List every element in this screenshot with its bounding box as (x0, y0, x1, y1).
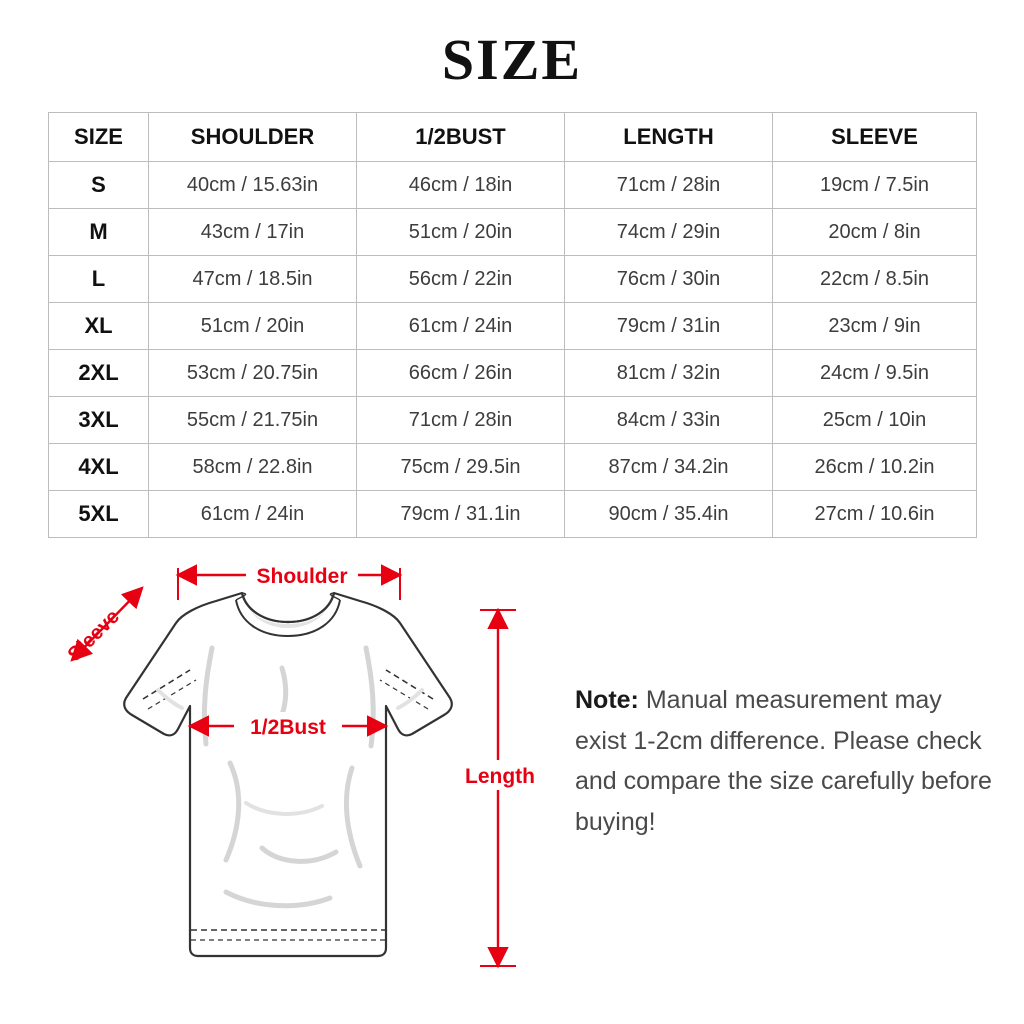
tshirt-illustration (124, 593, 452, 956)
cell-shoulder: 47cm / 18.5in (149, 256, 357, 303)
table-row (49, 256, 977, 303)
label-bust: 1/2Bust (250, 716, 326, 739)
note-block (575, 680, 995, 842)
cell-length: 74cm / 29in (565, 209, 773, 256)
table-row (49, 303, 977, 350)
column-header-length: LENGTH (565, 113, 773, 162)
cell-sleeve: 19cm / 7.5in (773, 162, 977, 209)
cell-length: 81cm / 32in (565, 350, 773, 397)
note-label: Note: (575, 686, 639, 714)
column-header-size: SIZE (49, 113, 149, 162)
cell-length: 76cm / 30in (565, 256, 773, 303)
cell-shoulder: 58cm / 22.8in (149, 444, 357, 491)
cell-shoulder: 51cm / 20in (149, 303, 357, 350)
table-row (49, 209, 977, 256)
measurement-diagram (30, 548, 570, 1008)
cell-shoulder: 43cm / 17in (149, 209, 357, 256)
cell-sleeve: 26cm / 10.2in (773, 444, 977, 491)
cell-sleeve: 20cm / 8in (773, 209, 977, 256)
cell-bust: 79cm / 31.1in (357, 491, 565, 538)
cell-bust: 61cm / 24in (357, 303, 565, 350)
label-sleeve: Sleeve (63, 605, 124, 666)
table-row (49, 444, 977, 491)
note-text: Manual measurement may exist 1-2cm difference. Please check and compare the size carefully before buying! (575, 686, 992, 836)
column-header-shoulder: SHOULDER (149, 113, 357, 162)
cell-shoulder: 61cm / 24in (149, 491, 357, 538)
label-shoulder: Shoulder (256, 565, 348, 588)
column-header-bust: 1/2BUST (357, 113, 565, 162)
table-header-row (49, 113, 977, 162)
label-length: Length (465, 765, 535, 788)
cell-shoulder: 40cm / 15.63in (149, 162, 357, 209)
cell-bust: 51cm / 20in (357, 209, 565, 256)
table-row (49, 162, 977, 209)
cell-length: 90cm / 35.4in (565, 491, 773, 538)
cell-size: 4XL (49, 444, 149, 491)
table-row (49, 397, 977, 444)
cell-size: S (49, 162, 149, 209)
cell-size: L (49, 256, 149, 303)
cell-sleeve: 24cm / 9.5in (773, 350, 977, 397)
cell-sleeve: 27cm / 10.6in (773, 491, 977, 538)
size-chart-table (48, 112, 977, 538)
column-header-sleeve: SLEEVE (773, 113, 977, 162)
cell-bust: 46cm / 18in (357, 162, 565, 209)
page-title: SIZE (441, 27, 583, 92)
cell-size: XL (49, 303, 149, 350)
cell-sleeve: 22cm / 8.5in (773, 256, 977, 303)
cell-size: 5XL (49, 491, 149, 538)
cell-bust: 71cm / 28in (357, 397, 565, 444)
cell-size: 2XL (49, 350, 149, 397)
cell-bust: 56cm / 22in (357, 256, 565, 303)
cell-size: M (49, 209, 149, 256)
cell-shoulder: 55cm / 21.75in (149, 397, 357, 444)
cell-length: 84cm / 33in (565, 397, 773, 444)
table-row (49, 491, 977, 538)
cell-length: 71cm / 28in (565, 162, 773, 209)
length-measure-line (464, 610, 536, 966)
cell-sleeve: 23cm / 9in (773, 303, 977, 350)
cell-sleeve: 25cm / 10in (773, 397, 977, 444)
cell-length: 87cm / 34.2in (565, 444, 773, 491)
cell-size: 3XL (49, 397, 149, 444)
cell-bust: 75cm / 29.5in (357, 444, 565, 491)
cell-shoulder: 53cm / 20.75in (149, 350, 357, 397)
cell-bust: 66cm / 26in (357, 350, 565, 397)
cell-length: 79cm / 31in (565, 303, 773, 350)
table-row (49, 350, 977, 397)
